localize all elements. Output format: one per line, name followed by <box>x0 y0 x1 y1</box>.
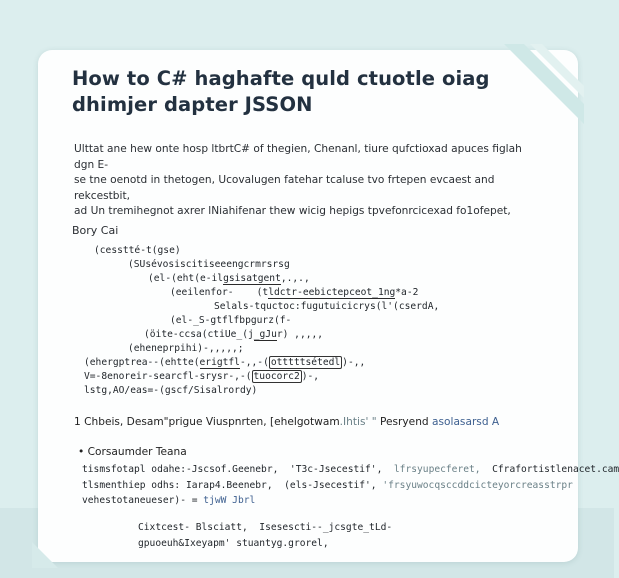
code-text: (eeilenfor- (t <box>170 287 269 298</box>
code-text: *a-2 <box>395 287 419 298</box>
intro-line: se tne oenotd in thetogen, Ucovalugen fatehar tcaluse tvo frtepen evcaest and rekcestbit, <box>74 174 495 202</box>
article-title-line-1: How to C# haghafte quld ctuotle oiag <box>72 67 490 90</box>
list-item <box>82 493 562 509</box>
list-item <box>82 478 573 494</box>
list-text: vehestotaneueser)- = <box>82 495 204 506</box>
steps-link[interactable]: asolasarsd A <box>428 416 500 428</box>
code-text: (ehergptrea--(ehtte( <box>84 357 200 368</box>
steps-text: Pesryend <box>376 416 429 428</box>
code-line <box>144 328 323 342</box>
footer-code-line: gpuoeuh&Ixeyapm' stuantyg.grorel, <box>138 538 329 549</box>
code-line <box>148 272 310 286</box>
code-line <box>170 314 291 328</box>
code-line <box>128 342 244 356</box>
code-line <box>128 258 290 272</box>
code-text: (eheneprpihi)-,,,,,; <box>128 343 244 354</box>
code-underlined-text: erigtfl <box>199 357 240 368</box>
list-muted-text: lfrsyupecferet, <box>382 464 481 475</box>
code-text: r) ,,,,, <box>276 329 324 340</box>
code-boxed-text: otttttsétedl <box>270 357 341 368</box>
code-text: )-,, <box>342 357 366 368</box>
article-title-line-2: dhimjer dapter JSSON <box>72 93 313 116</box>
code-underlined-text: ldctr-eebictepceot_1ng <box>268 287 396 298</box>
intro-line: Ulttat ane hew onte hosp ltbrtC# of thegien, Chenanl, tiure qufctioxad apuces figlah dgn E- <box>74 143 522 171</box>
code-text: eengcrmrsrsg <box>220 259 290 270</box>
code-text: lstg,AO/eas=-(gscf/Sisalrordy) <box>84 385 258 396</box>
code-underlined-text: gsisatgent <box>223 273 281 284</box>
list-link[interactable]: tjwW Jbrl <box>203 495 256 506</box>
code-line <box>84 370 319 384</box>
code-text: Selals-tquctoc:fugutuicicrys(l'(cserdA, <box>214 301 440 312</box>
code-line <box>214 300 439 314</box>
code-text: (SUsévosiscitise <box>128 259 221 270</box>
code-text: (el-_S-gtflfbpgurz(f- <box>170 315 292 326</box>
code-line <box>170 286 418 300</box>
code-line <box>84 384 257 398</box>
intro-line: ad Un tremihegnot axrer lNiahifenar thew wicig hepigs tpvefonrcicexad fo1ofepet, <box>74 205 511 217</box>
list-subheading: • Corsaumder Teana <box>78 446 187 458</box>
list-text: tismsfotapl odahe:-Jscsof.Geenebr, 'T3c-Jsecestif', <box>82 464 383 475</box>
footer-code-line: Cixtcest- Blsciatt, Isesescti--_jcsgte_tLd- <box>138 522 393 533</box>
code-text: -,,-( <box>239 357 269 368</box>
code-underlined-text: _gJu <box>253 329 277 340</box>
footer-code <box>138 520 392 552</box>
list-text: Cfrafortistlenacet.cam <box>480 464 619 475</box>
config-list <box>82 462 619 509</box>
intro-paragraph <box>74 142 544 220</box>
article-title <box>72 66 532 118</box>
code-text: )-, <box>301 371 320 382</box>
code-text: V=-8enoreir-searcfl-srysr-,-( <box>84 371 252 382</box>
code-line <box>84 356 365 370</box>
steps-line <box>74 416 499 428</box>
section-label: Bory Cai <box>72 224 119 237</box>
list-text: tlsmenthiep odhs: Iarap4.Beenebr, (els-Jsecestif', <box>82 479 377 491</box>
code-text: (öite-ccsa(ctiUe_(j <box>144 329 254 340</box>
code-line <box>94 244 181 258</box>
steps-text: 1 Chbeis, Desam"prigue Viuspnrten, [ehelgotwam <box>74 416 340 428</box>
code-text: (el-(eht(e-il <box>148 273 224 284</box>
corner-fold-decoration <box>32 522 78 568</box>
list-muted-text: 'frsyuwocqsccddcicteyorcreasstrpr <box>376 479 573 491</box>
list-item <box>82 462 619 478</box>
code-boxed-text: tuocorc2 <box>253 371 300 382</box>
steps-muted-text: .Ihtis' " <box>339 416 377 428</box>
article-card <box>38 50 619 562</box>
code-text: ,.,., <box>280 273 310 284</box>
code-text: (cesstté-t(gse) <box>94 245 181 256</box>
